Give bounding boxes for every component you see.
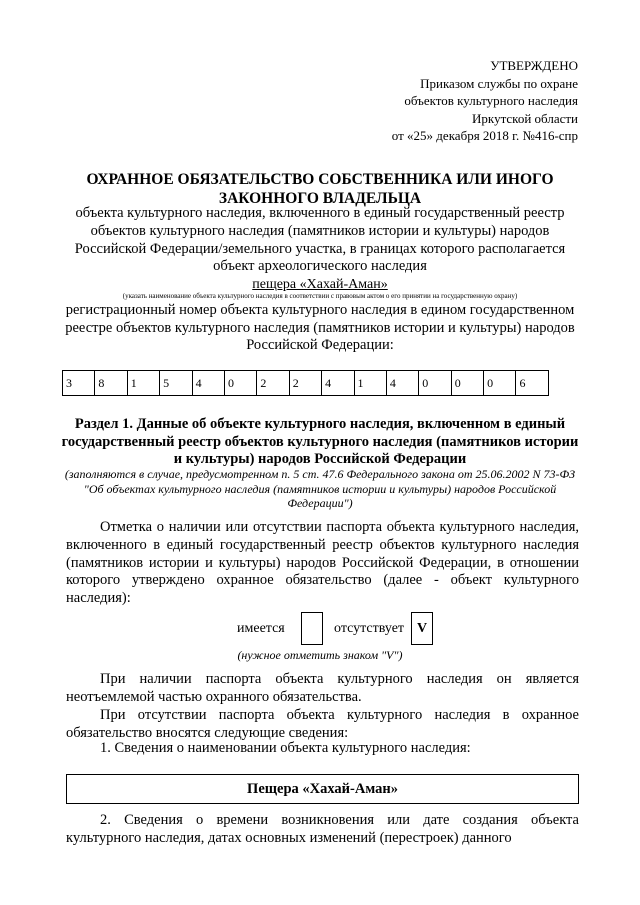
approval-stamp — [392, 57, 578, 145]
document-subtitle: объекта культурного наследия, включенного в единый государственный реестр объектов культурного наследия (памятников истории и культуры) народов Российской Федерации/земельного участка, в границах которого располагается объект археологического наследия — [74, 205, 566, 275]
object-name-text: пещера «Хахай-Аман» — [252, 277, 388, 292]
absent-checkbox[interactable]: V — [411, 612, 433, 645]
document-title-line-1: ОХРАННОЕ ОБЯЗАТЕЛЬСТВО СОБСТВЕННИКА ИЛИ ИНОГО — [86, 171, 554, 188]
approval-line-4: Иркутской области — [472, 110, 578, 126]
reg-digit-cell: 0 — [224, 371, 256, 396]
passport-absence-paragraph: При отсутствии паспорта объекта культурного наследия в охранное обязательство вносятся следующие сведения: — [66, 707, 579, 741]
registration-number-row — [63, 371, 549, 396]
document-title — [60, 170, 580, 208]
approval-line-1: УТВЕРЖДЕНО — [490, 58, 578, 73]
passport-paragraph: Отметка о наличии или отсутствии паспорта объекта культурного наследия, включенного в единый государственный реестр объектов культурного наследия (памятников истории и культуры) народов Российской Федерации, в отношении которого утверждено охранное обязательство (далее - объект культурного наследия): — [66, 519, 579, 607]
reg-digit-cell: 2 — [289, 371, 321, 396]
passport-presence-paragraph: При наличии паспорта объекта культурного наследия он является неотъемлемой частью охранного обязательства. — [66, 671, 579, 705]
reg-digit-cell: 3 — [63, 371, 95, 396]
section-1-title: Раздел 1. Данные об объекте культурного наследия, включенном в единый государственный реестр объектов культурного наследия (памятников истории и культуры) народов Российской Федерации — [61, 416, 579, 467]
absent-label: отсутствует — [334, 621, 405, 636]
object-name-underlined — [60, 277, 580, 293]
reg-digit-cell: 4 — [322, 371, 354, 396]
reg-digit-cell: 0 — [451, 371, 483, 396]
reg-digit-cell: 1 — [127, 371, 159, 396]
exists-checkbox[interactable] — [301, 612, 323, 645]
mark-hint: (нужное отметить знаком "V") — [237, 648, 403, 662]
approval-line-2: Приказом службы по охране — [420, 75, 578, 91]
item-1-paragraph: 1. Сведения о наименовании объекта культурного наследия: — [100, 740, 471, 756]
approval-line-5: от «25» декабря 2018 г. №416-спр — [391, 128, 578, 143]
reg-digit-cell: 0 — [419, 371, 451, 396]
registration-number-label: регистрационный номер объекта культурного наследия в едином государственном реестре объектов культурного наследия (памятников истории и культуры) народов Российской Федерации: — [65, 302, 575, 353]
exists-label: имеется — [237, 621, 285, 636]
reg-digit-cell: 6 — [516, 371, 548, 396]
reg-digit-cell: 2 — [257, 371, 289, 396]
reg-digit-cell: 4 — [386, 371, 418, 396]
section-1-note: (заполняются в случае, предусмотренном п. 5 ст. 47.6 Федерального закона от 25.06.2002 N 73-ФЗ "Об объектах культурного наследия (памятников истории и культуры) народов Российской Федерации") — [64, 467, 576, 510]
reg-digit-cell: 5 — [160, 371, 192, 396]
item-2-paragraph: 2. Сведения о времени возникновения или дате создания объекта культурного наследия, датах основных изменений (перестроек) данного — [66, 812, 579, 846]
registration-number-table — [62, 370, 549, 396]
object-name-field: Пещера «Хахай-Аман» — [66, 774, 579, 804]
reg-digit-cell: 4 — [192, 371, 224, 396]
approval-line-3: объектов культурного наследия — [404, 93, 578, 108]
object-name-hint: (указать наименование объекта культурного наследия в соответствии с правовым актом о его принятии на государственную охрану) — [122, 292, 518, 300]
reg-digit-cell: 1 — [354, 371, 386, 396]
reg-digit-cell: 8 — [95, 371, 127, 396]
document-title-line-2: ЗАКОННОГО ВЛАДЕЛЬЦА — [218, 190, 422, 207]
reg-digit-cell: 0 — [484, 371, 516, 396]
